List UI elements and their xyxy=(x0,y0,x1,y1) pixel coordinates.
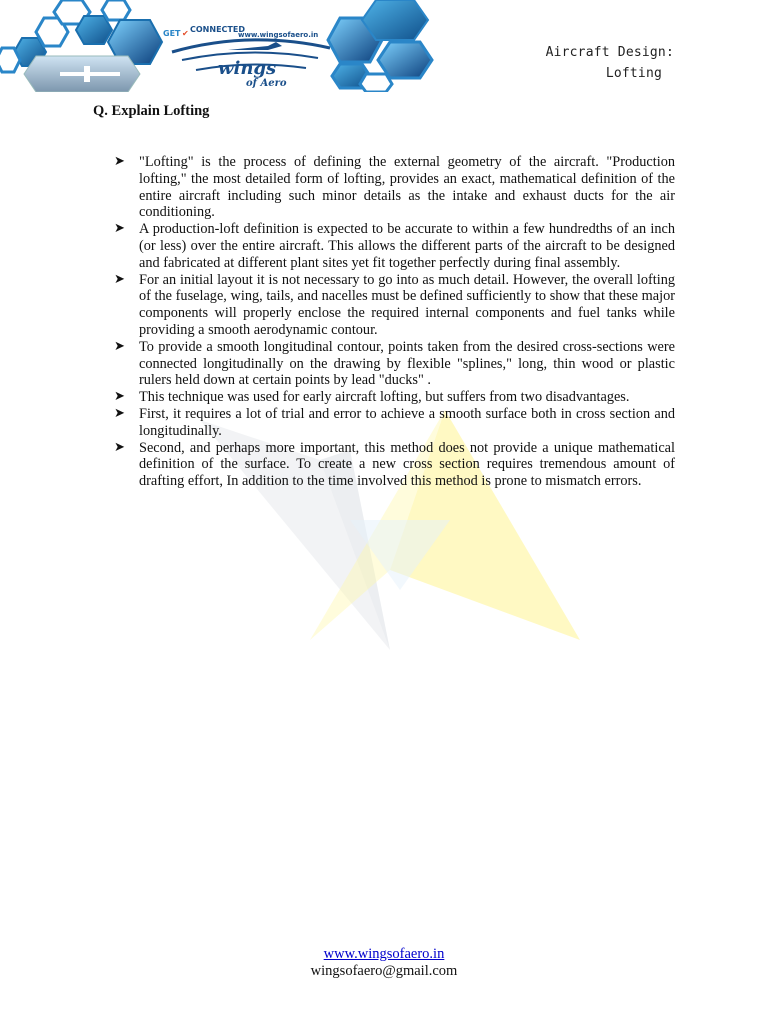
arrow-bullet-icon: ➤ xyxy=(114,221,125,237)
list-item-text: For an initial layout it is not necessary to go into as much detail. However, the overall lofting of the fuselage, wing, tails, and nacelles must be defined sufficiently to show that these major components will properly enclose the required internal components and fuel tanks while providing a smooth aerodynamic contour. xyxy=(139,271,675,338)
list-item xyxy=(114,154,675,221)
footer-website-link[interactable]: www.wingsofaero.in xyxy=(323,946,445,962)
header-banner xyxy=(0,0,440,92)
svg-text:www.wingsofaero.in: www.wingsofaero.in xyxy=(238,31,319,39)
list-item xyxy=(114,272,675,339)
header-title-line2: Lofting xyxy=(605,66,662,81)
arrow-bullet-icon: ➤ xyxy=(114,154,125,169)
arrow-bullet-icon: ➤ xyxy=(114,405,125,421)
arrow-bullet-icon: ➤ xyxy=(114,389,125,405)
list-item-text: To provide a smooth longitudinal contour, points taken from the desired cross-sections were connected longitudinally on the drawing by flexible "splines," long, thin wood or plastic rulers held down at certain points by lead "ducks" . xyxy=(139,338,675,389)
list-item-text: This technique was used for early aircraft lofting, but suffers from two disadvantages. xyxy=(139,389,630,406)
header-title xyxy=(494,42,674,84)
list-item xyxy=(114,389,675,406)
question-heading: Q. Explain Lofting xyxy=(93,103,210,119)
arrow-bullet-icon: ➤ xyxy=(114,338,125,354)
svg-text:✔: ✔ xyxy=(182,29,189,38)
footer-email: wingsofaero@gmail.com xyxy=(310,963,458,979)
svg-text:of Aero: of Aero xyxy=(246,78,287,89)
list-item xyxy=(114,406,675,440)
arrow-bullet-icon: ➤ xyxy=(114,271,125,287)
list-item-text: First, it requires a lot of trial and error to achieve a smooth surface both in cross section and longitudinally. xyxy=(139,405,675,439)
list-item xyxy=(114,440,675,490)
bullet-list xyxy=(114,154,675,490)
list-item xyxy=(114,221,675,271)
svg-text:wings: wings xyxy=(218,58,277,79)
list-item-text: A production-loft definition is expected to be accurate to within a few hundredths of an inch (or less) over the entire aircraft. This allows the different parts of the aircraft to be designed and fabricated at different plant sites yet fit together perfectly during final assembly. xyxy=(139,221,675,271)
list-item-text: Second, and perhaps more important, this method does not provide a unique mathematical definition of the surface. To create a new cross section requires tremendous amount of drafting effort, In addition to the time involved this method is prone to mismatch errors. xyxy=(139,439,675,490)
svg-text:GET: GET xyxy=(163,29,181,38)
header-title-line1: Aircraft Design: xyxy=(545,45,674,60)
arrow-bullet-icon: ➤ xyxy=(114,439,125,455)
page-footer xyxy=(0,946,768,980)
list-item xyxy=(114,339,675,389)
svg-text:CONNECTED: CONNECTED xyxy=(190,25,245,34)
list-item-text: "Lofting" is the process of defining the external geometry of the aircraft. "Production lofting," the most detailed form of lofting, provides an exact, mathematical definition of the entire aircraft including such minor details as the intake and exhaust ducts for the air conditioning. xyxy=(139,154,675,221)
